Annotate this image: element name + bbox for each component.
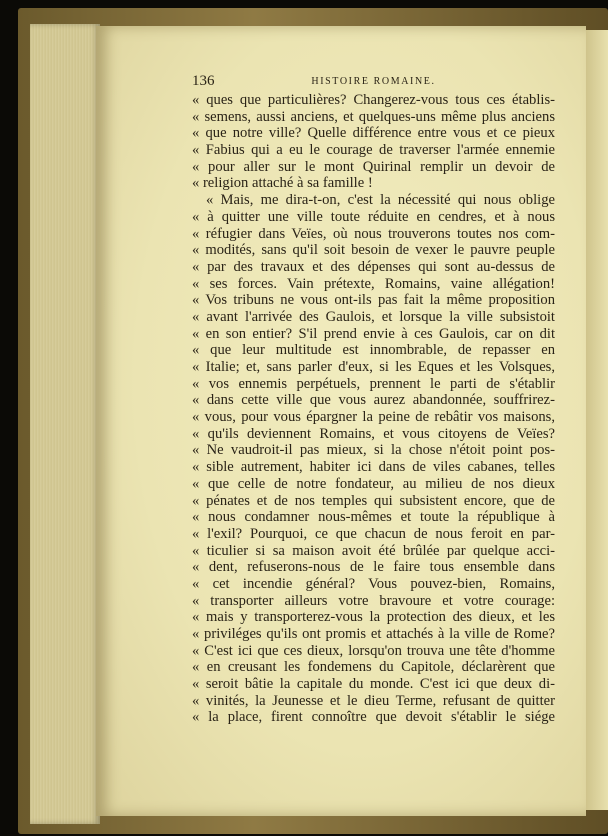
text-line: « en creusant les fondemens du Capitole, déclarèrent que [192,659,555,676]
body-text [192,92,555,726]
text-line: « Vos tribuns ne vous ont-ils pas fait la même proposition [192,292,555,309]
running-head: HISTOIRE ROMAINE. [311,76,436,87]
text-line: « priviléges qu'ils ont promis et attachés à la ville de Rome? [192,626,555,642]
text-line: « dent, refuserons-nous de le faire tous ensemble dans [192,559,555,576]
page-stack-edge [30,24,100,824]
text-line: « vos ennemis perpétuels, prennent le parti de s'établir [192,375,555,392]
text-line: « ses forces. Vain prétexte, Romains, vaine allégation! [192,275,555,292]
text-line: « ques que particulières? Changerez-vous tous ces établis- [192,92,555,108]
text-line: « pénates et de nos temples qui subsistent encore, que de [192,492,555,509]
text-line: « avant l'arrivée des Gaulois, et lorsque la ville subsistoit [192,308,555,325]
text-line: « que leur multitude est innombrable, de repasser en [192,342,555,359]
text-line: « Ne vaudroit-il pas mieux, si la chose n'étoit point pos- [192,442,555,459]
text-line: « que notre ville? Quelle différence entre vous et ce pieux [192,125,555,142]
text-line: « que celle de notre fondateur, au milieu de nos dieux [192,475,555,492]
text-line: « sible autrement, habiter ici dans de viles cabanes, telles [192,459,555,476]
text-line: « seroit bâtie la capitale du monde. C'est ici que deux di- [192,676,555,693]
text-line: « l'exil? Pourquoi, ce que chacun de nous feroit en par- [192,525,555,542]
text-line: « qu'ils deviennent Romains, et vous citoyens de Veïes? [192,425,555,442]
facing-page-edge [586,30,608,810]
text-line: « par des travaux et des dépenses qui sont au-dessus de [192,258,555,275]
text-line: « transporter ailleurs votre bravoure et votre courage: [192,592,555,609]
text-line: « dans cette ville que vous aurez abandonnée, souffrirez- [192,392,555,409]
text-line: « Italie; et, sans parler d'eux, si les Eques et les Volsques, [192,359,555,375]
text-line: « la place, firent connoître que devoit s'établir le siége [192,709,555,726]
page-header [192,73,555,91]
text-line: « modités, sans qu'il soit besoin de vexer le pauvre peuple [192,242,555,259]
text-line: « ticulier si sa maison avoit été brûlée par quelque acci- [192,542,555,559]
text-line: « mais y transporterez-vous la protection des dieux, et les [192,609,555,626]
text-line: « en son entier? S'il prend envie à ces Gaulois, car on dit [192,325,555,342]
text-line: « vinités, la Jeunesse et le dieu Terme, refusant de quitter [192,692,555,709]
page-number: 136 [192,73,215,89]
text-line: « pour aller sur le mont Quirinal remplir un devoir de [192,158,555,175]
text-line: « nous condamner nous-mêmes et toute la république à [192,509,555,526]
text-line: « religion attaché à sa famille ! [192,175,373,192]
text-line: « Mais, me dira-t-on, c'est la nécessité qui nous oblige [206,192,555,209]
text-line: « vous, pour vous épargner la peine de rebâtir vos maisons, [192,409,555,426]
text-line: « Fabius qui a eu le courage de traverser l'armée ennemie [192,142,555,159]
text-line: « cet incendie général? Vous pouvez-bien, Romains, [192,575,555,592]
text-line: « semens, aussi anciens, et quelques-uns même plus anciens [192,108,555,125]
text-line: « C'est ici que ces dieux, lorsqu'on trouva une tête d'homme [192,642,555,659]
text-line: « à quitter une ville toute réduite en cendres, et à nous [192,208,555,225]
text-line: « réfugier dans Veïes, où nous trouverons toutes nos com- [192,225,555,242]
